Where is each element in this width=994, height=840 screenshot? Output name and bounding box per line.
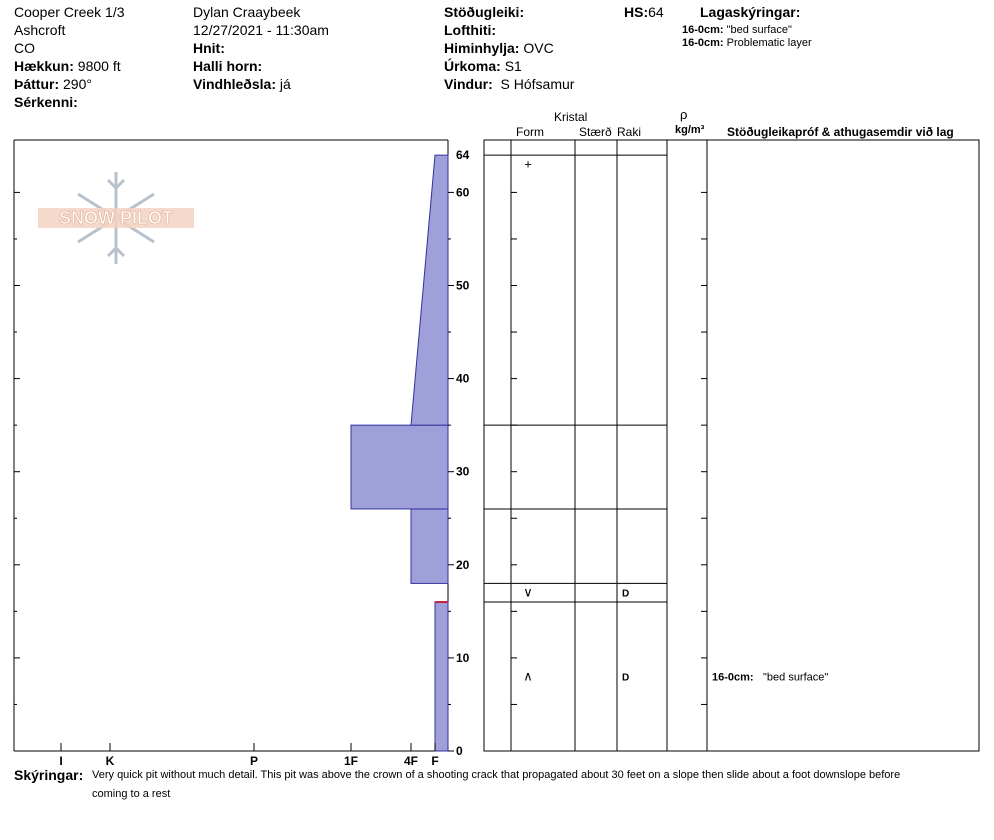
y-label-50: 50: [456, 278, 470, 293]
hardness-bar-0: [435, 602, 448, 751]
x-tick-label-K: K: [105, 754, 115, 768]
layer-form-0: +: [524, 156, 532, 172]
area: Ashcroft: [14, 22, 66, 38]
col-density-unit: kg/m³: [675, 124, 705, 136]
logo-text: SNOW PILOT: [59, 208, 173, 228]
layer-moisture-3: D: [622, 588, 630, 600]
x-tick-label-P: P: [249, 754, 259, 768]
layer-table-frame: [484, 140, 979, 751]
hardness-bar-2: [411, 509, 448, 583]
x-tick-label-4F: 4F: [403, 754, 419, 768]
layer-form-4: ∧: [523, 668, 533, 684]
col-moisture: Raki: [617, 125, 642, 139]
y-label-60: 60: [456, 185, 470, 200]
y-label-64: 64: [456, 148, 470, 163]
y-label-30: 30: [456, 464, 470, 479]
layer-form-3: ∨: [523, 584, 533, 600]
hs: HS:64: [624, 4, 664, 20]
datetime: 12/27/2021 - 11:30am: [193, 22, 329, 38]
x-tick-label-I: I: [59, 754, 63, 768]
x-tick-label-F: F: [431, 754, 439, 768]
features-label: Sérkenni:: [14, 94, 78, 110]
layer-note-2: 16-0cm: Problematic layer: [682, 37, 812, 49]
hardness-bar-3: [351, 425, 448, 509]
hardness-bar-4: [411, 155, 448, 425]
col-stability-tests: Stöðugleikapróf & athugasemdir við lag: [727, 125, 954, 139]
wind-loading: Vindhleðsla: já: [193, 76, 291, 92]
y-label-10: 10: [456, 650, 470, 665]
state: CO: [14, 40, 35, 56]
x-tick-label-1F: 1F: [343, 754, 359, 768]
layer-moisture-4: D: [622, 672, 630, 684]
slope-label: Halli horn:: [193, 58, 263, 74]
y-label-0: 0: [456, 744, 463, 758]
observer: Dylan Craaybeek: [193, 4, 301, 20]
elevation: Hækkun: 9800 ft: [14, 58, 121, 74]
comment-depth-0: 16-0cm:: [712, 671, 754, 684]
col-form: Form: [516, 125, 544, 139]
stability-label: Stöðugleiki:: [444, 4, 525, 20]
location: Cooper Creek 1/3: [14, 4, 125, 20]
y-label-20: 20: [456, 557, 470, 572]
coords-label: Hnit:: [193, 40, 225, 56]
precip: Úrkoma: S1: [444, 58, 522, 74]
col-crystal: Kristal: [554, 110, 588, 124]
aspect: Þáttur: 290°: [14, 76, 92, 92]
col-rho: ρ: [680, 107, 688, 122]
col-size: Stærð: [579, 125, 612, 139]
sky: Himinhylja: OVC: [444, 40, 554, 56]
notes-line-2: coming to a rest: [92, 788, 171, 800]
wind: Vindur: S Hófsamur: [444, 76, 575, 92]
y-label-40: 40: [456, 371, 470, 386]
layer-notes-label: Lagaskýringar:: [700, 4, 801, 20]
air-temp-label: Lofthiti:: [444, 22, 497, 38]
comment-text-0: "bed surface": [763, 671, 829, 684]
notes-label: Skýringar:: [14, 767, 84, 783]
notes-line-1: Very quick pit without much detail. This pit was above the crown of a shooting crack that propagated about 30 feet on a slope then slide about a foot downslope before: [92, 769, 901, 781]
layer-note-1: 16-0cm: "bed surface": [682, 24, 792, 36]
